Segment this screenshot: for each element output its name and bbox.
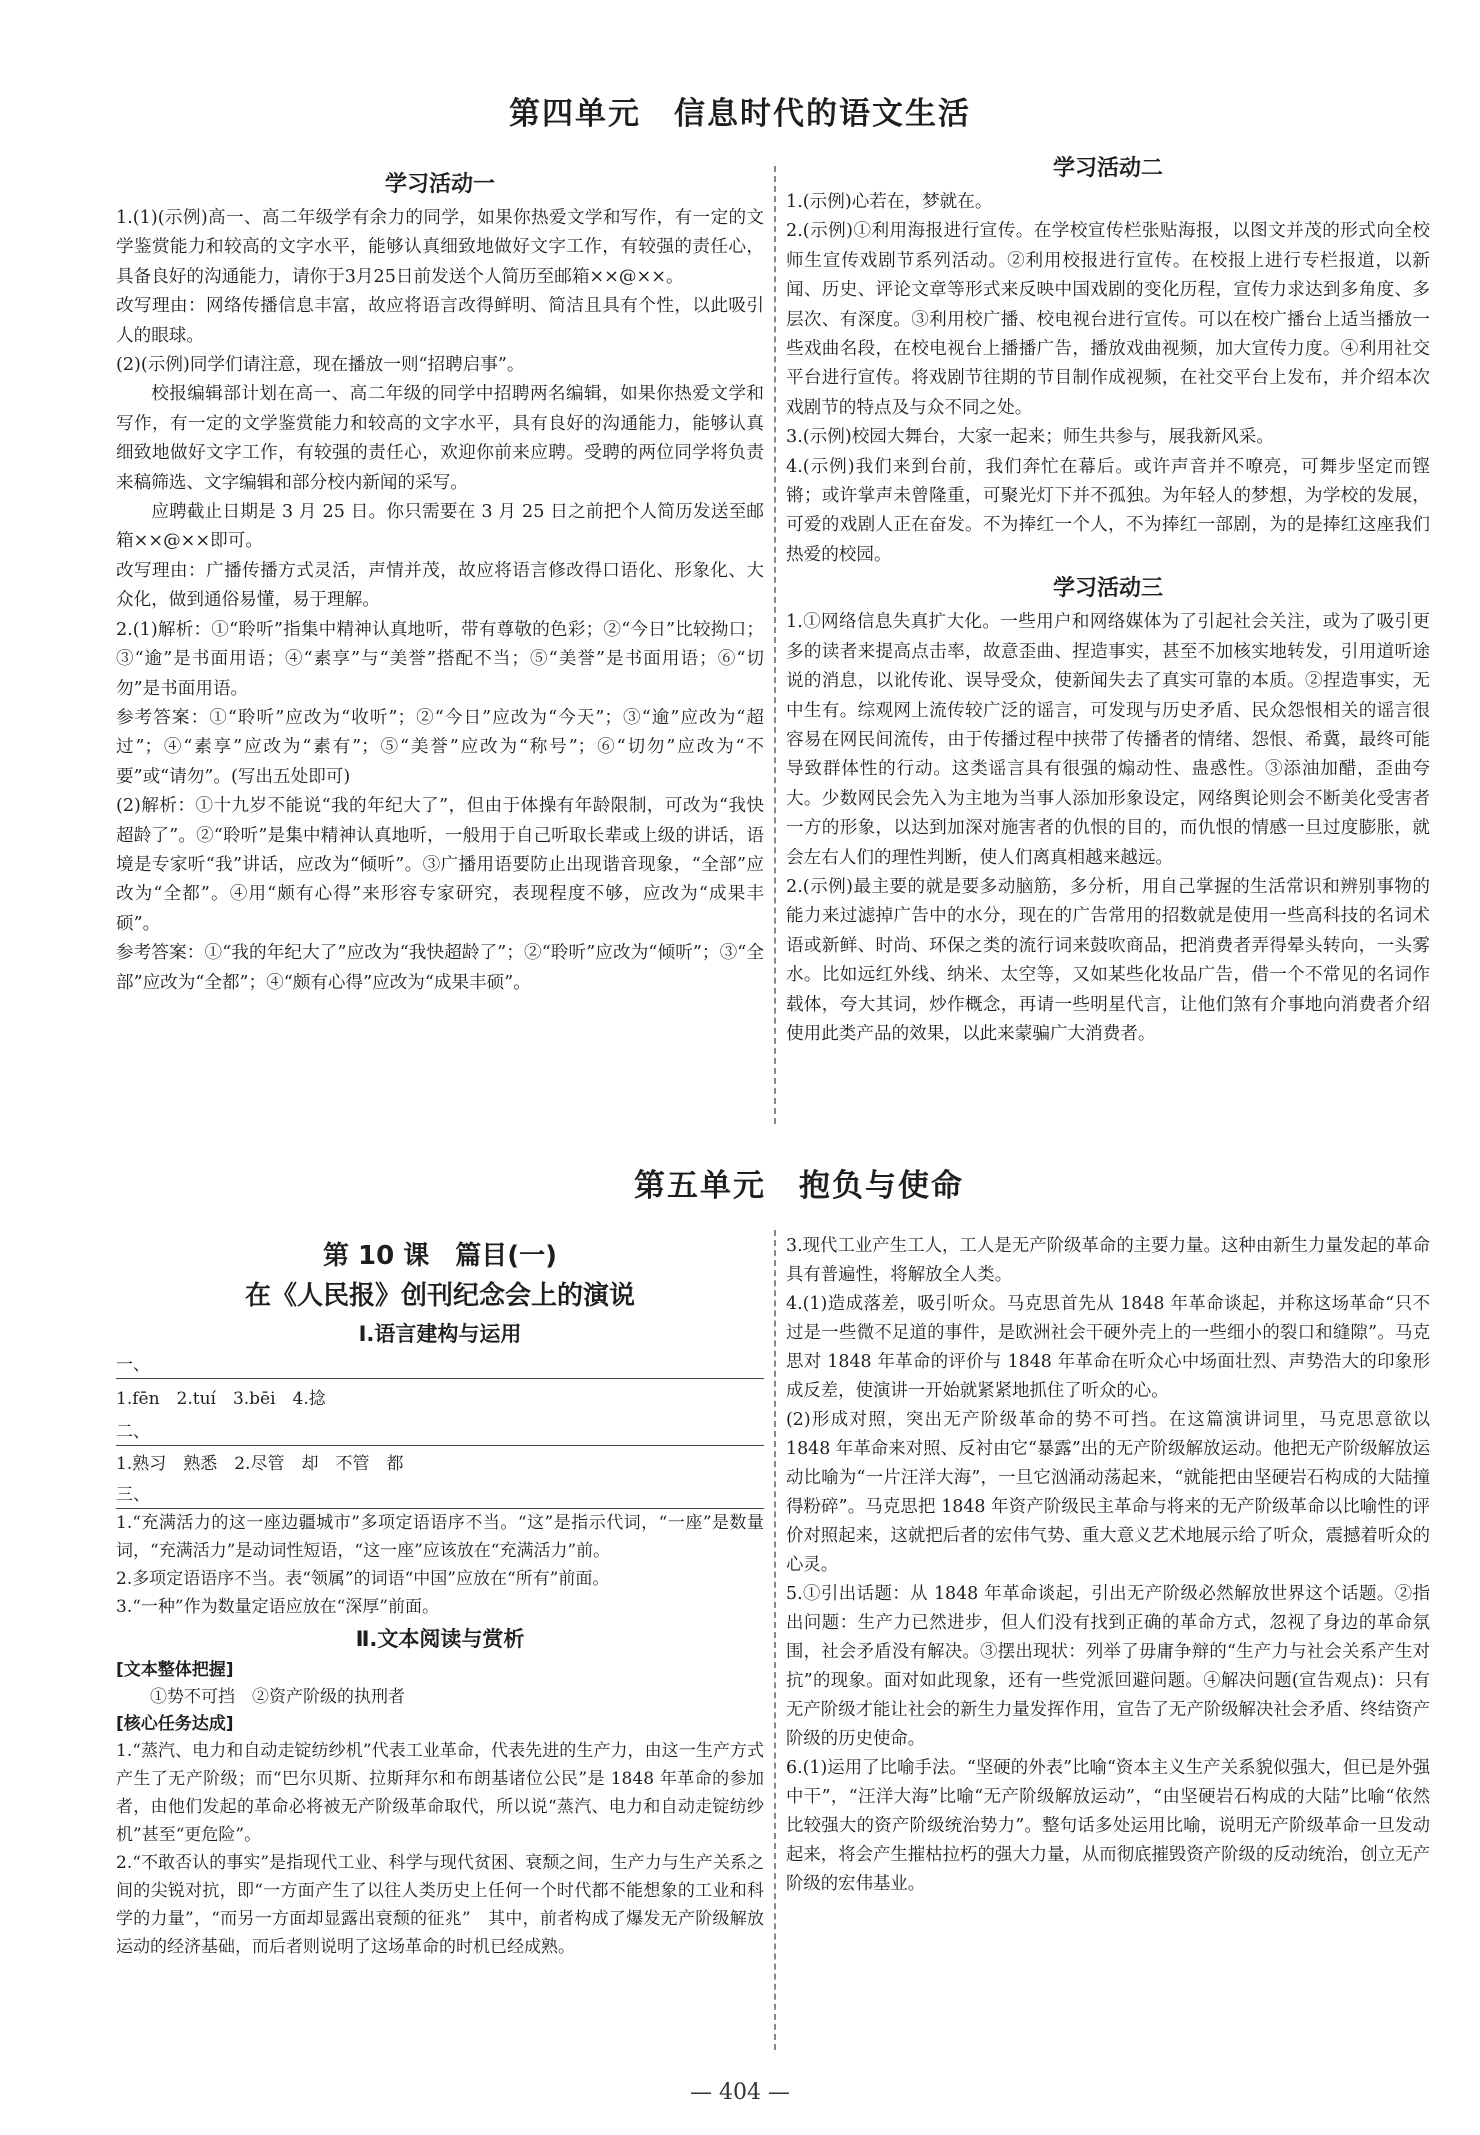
activity1-title: 学习活动一: [384, 172, 495, 197]
paragraph: 1.“蒸汽、电力和自动走锭纺纱机”代表工业革命，代表先进的生产力，由这一生产方式产生了无产阶级；而“巴尔贝斯、拉斯拜尔和布朗基诸位公民”是 1848 年革命的参加者，由他们发起的革命必将被无产阶级革命取代，所以说“蒸汽、电力和自动走锭纺纱机”甚至“更危险”。: [116, 1741, 764, 1845]
answer-line: 1.fēn 2.tuí 3.bēi 4.捻: [116, 1389, 326, 1409]
unit4-title: 第四单元 信息时代的语文生活: [509, 96, 971, 132]
paragraph: 参考答案：①“我的年纪大了”应改为“我快超龄了”；②“聆听”应改为“倾听”；③“全部”应改为“全都”；④“颇有心得”应改为“成果丰硕”。: [116, 943, 764, 993]
tag-core-task: [核心任务达成]: [116, 1714, 234, 1734]
unit5-left-column: [116, 1236, 764, 1961]
paragraph: 3.现代工业产生工人，工人是无产阶级革命的主要力量。这种由新生力量发起的革命具有普遍性，将解放全人类。: [786, 1236, 1430, 1285]
answer-line: ①势不可挡 ②资产阶级的执刑者: [150, 1687, 405, 1707]
paragraph: 校报编辑部计划在高一、高二年级的同学中招聘两名编辑，如果你热爱文学和写作，有一定的文学鉴赏能力和较高的文字水平，具有良好的沟通能力，能够认真细致地做好文字工作，有较强的责任心，欢迎你前来应聘。受聘的两位同学将负责来稿筛选、文字编辑和部分校内新闻的采写。: [116, 384, 764, 493]
paragraph: 2.“不敢否认的事实”是指现代工业、科学与现代贫困、衰颓之间，生产力与生产关系之间的尖锐对抗，即“一方面产生了以往人类历史上任何一个时代都不能想象的工业和科学的力量”，“而另一方面却显露出衰颓的征兆” 其中，前者构成了爆发无产阶级解放运动的经济基础，而后者则说明了这场革命的时机已经成熟。: [116, 1853, 764, 1957]
paragraph: 3.(示例)校园大舞台，大家一起来；师生共参与，展我新风采。: [786, 427, 1274, 448]
paragraph: (2)解析：①十九岁不能说“我的年纪大了”，但由于体操有年龄限制，可改为“我快超龄了”。②“聆听”是集中精神认真地听，一般用于自己听取长辈或上级的讲话，语境是专家听“我”讲话，应改为“倾听”。③广播用语要防止出现谐音现象，“全部”应改为“全都”。④用“颇有心得”来形容专家研究，表现程度不够，应改为“成果丰硕”。: [116, 796, 764, 934]
column-divider-top: [774, 166, 776, 1124]
paragraph: 改写理由：网络传播信息丰富，故应将语言改得鲜明、简洁且具有个性，以此吸引人的眼球。: [116, 296, 764, 346]
paragraph: 4.(示例)我们来到台前，我们奔忙在幕后。或许声音并不嘹亮，可舞步坚定而铿锵；或许掌声未曾隆重，可聚光灯下并不孤独。为年轻人的梦想，为学校的发展，可爱的戏剧人正在奋发。不为捧红一个人，不为捧红一部剧，为的是捧红这座我们热爱的校园。: [786, 456, 1430, 565]
paragraph: 3.“一种”作为数量定语应放在“深厚”前面。: [116, 1597, 439, 1617]
paragraph: 2.(示例)①利用海报进行宣传。在学校宣传栏张贴海报，以图文并茂的形式向全校师生宣传戏剧节系列活动。②利用校报进行宣传。在校报上进行专栏报道，以新闻、历史、评论文章等形式来反映中国戏剧的变化历程，宣传力求达到多角度、多层次、有深度。③利用校广播、校电视台进行宣传。可以在校广播台上适当播放一些戏曲名段，在校电视台上播播广告，播放戏曲视频，加大宣传力度。④利用社交平台进行宣传。将戏剧节往期的节目制作成视频，在社交平台上发布，并介绍本次戏剧节的特点及与众不同之处。: [786, 221, 1430, 418]
lesson-subtitle: 在《人民报》创刊纪念会上的演说: [244, 1281, 635, 1311]
paragraph: 1.(示例)心若在，梦就在。: [786, 192, 993, 212]
page-number: — 404 —: [690, 2080, 790, 2105]
answer-line: 1.熟习 熟悉 2.尽管 却 不管 都: [116, 1454, 404, 1474]
paragraph: 2.多项定语语序不当。表“领属”的词语“中国”应放在“所有”前面。: [116, 1569, 610, 1589]
paragraph: 6.(1)运用了比喻手法。“坚硬的外表”比喻“资本主义生产关系貌似强大，但已是外强中干”，“汪洋大海”比喻“无产阶级解放运动”，“由坚硬岩石构成的大陆”比喻“依然比较强大的资产阶级统治势力”。整句话多处运用比喻，说明无产阶级革命一旦发动起来，将会产生摧枯拉朽的强大力量，从而彻底摧毁资产阶级的反动统治，创立无产阶级的宏伟基业。: [786, 1758, 1430, 1894]
paragraph: 应聘截止日期是 3 月 25 日。你只需要在 3 月 25 日之前把个人简历发送至邮箱××@××即可。: [116, 502, 764, 552]
unit4-left-column: [116, 166, 764, 998]
paragraph: (2)(示例)同学们请注意，现在播放一则“招聘启事”。: [116, 355, 525, 376]
paragraph: 改写理由：广播传播方式灵活，声情并茂，故应将语言修改得口语化、形象化、大众化，做到通俗易懂，易于理解。: [116, 560, 764, 611]
section-title-language: Ⅰ.语言建构与运用: [358, 1322, 522, 1346]
paragraph: 1.(1)(示例)高一、高二年级学有余力的同学，如果你热爱文学和写作，有一定的文学鉴赏能力和较高的文字水平，能够认真细致地做好文字工作，有较强的责任心，具备良好的沟通能力，请你于3月25日前发送个人简历至邮箱××@××。: [116, 208, 764, 287]
paragraph: 1.①网络信息失真扩大化。一些用户和网络媒体为了引起社会关注，或为了吸引更多的读者来提高点击率，故意歪曲、捏造事实，甚至不加核实地转发，引用道听途说的消息，以讹传讹、误导受众，使新闻失去了真实可靠的本质。②捏造事实，无中生有。综观网上流传较广泛的谣言，可发现与历史矛盾、民众怨恨相关的谣言很容易在网民间流传，由于传播过程中挟带了传播者的情绪、怨恨、希冀，最终可能导致群体性的行动。这类谣言具有很强的煽动性、蛊惑性。③添油加醋，歪曲夸大。少数网民会先入为主地为当事人添加形象设定，网络舆论则会不断美化受害者一方的形象，以达到加深对施害者的仇恨的目的，而仇恨的情感一旦过度膨胀，就会左右人们的理性判断，使人们离真相越来越远。: [786, 612, 1430, 868]
paragraph: 参考答案：①“聆听”应改为“收听”；②“今日”应改为“今天”；③“逾”应改为“超过”；④“素享”应改为“素有”；⑤“美誉”应改为“称号”；⑥“切勿”应改为“不要”或“请勿”。(写出五处即可): [116, 707, 764, 787]
activity3-title: 学习活动三: [1052, 576, 1163, 602]
section-title-reading: Ⅱ.文本阅读与赏析: [355, 1627, 525, 1651]
question-label-3: 三、: [116, 1482, 764, 1509]
paragraph: 1.“充满活力的这一座边疆城市”多项定语语序不当。“这”是指示代词，“一座”是数量词，“充满活力”是动词性短语，“这一座”应该放在“充满活力”前。: [116, 1513, 764, 1561]
paragraph: (2)形成对照，突出无产阶级革命的势不可挡。在这篇演讲词里，马克思意欲以 1848 年革命来对照、反衬由它“暴露”出的无产阶级解放运动。他把无产阶级解放运动比喻为“一片汪洋大海”，一旦它汹涌动荡起来，“就能把由坚硬岩石构成的大陆撞得粉碎”。马克思把 1848 年资产阶级民主革命与将来的无产阶级革命以比喻性的评价对照起来，这就把后者的宏伟气势、重大意义艺术地展示给了听众，震撼着听众的心灵。: [786, 1410, 1430, 1575]
activity2-title: 学习活动二: [1052, 156, 1163, 181]
paragraph: 2.(1)解析：①“聆听”指集中精神认真地听，带有尊敬的色彩；②“今日”比较拗口；③“逾”是书面用语；④“素享”与“美誉”搭配不当；⑤“美誉”是书面用语；⑥“切勿”是书面用语。: [116, 619, 764, 699]
tag-overall-grasp: [文本整体把握]: [116, 1660, 234, 1680]
unit5-right-column: [786, 1232, 1430, 1899]
lesson-title: 第 10 课 篇目(一): [322, 1241, 558, 1271]
unit4-right-column: [786, 150, 1430, 1049]
question-label-2: 二、: [116, 1419, 764, 1446]
paragraph: 4.(1)造成落差，吸引听众。马克思首先从 1848 年革命谈起，并称这场革命“只不过是一些微不足道的事件，是欧洲社会干硬外壳上的一些细小的裂口和缝隙”。马克思对 1848 年革命的评价与 1848 年革命在听众心中场面壮烈、声势浩大的印象形成反差，使演讲一开始就紧紧地抓住了听众的心。: [786, 1294, 1430, 1401]
unit5-title: 第五单元 抱负与使命: [634, 1168, 964, 1204]
paragraph: 5.①引出话题：从 1848 年革命谈起，引出无产阶级必然解放世界这个话题。②指出问题：生产力已然进步，但人们没有找到正确的革命方式，忽视了身边的革命氛围，社会矛盾没有解决。③摆出现状：列举了毋庸争辩的“生产力与社会关系产生对抗”的现象。面对如此现象，还有一些党派回避问题。④解决问题(宣告观点)：只有无产阶级才能让社会的新生力量发挥作用，宣告了无产阶级解决社会矛盾、终结资产阶级的历史使命。: [786, 1584, 1430, 1749]
paragraph: 2.(示例)最主要的就是要多动脑筋，多分析，用自己掌握的生活常识和辨别事物的能力来过滤掉广告中的水分，现在的广告常用的招数就是使用一些高科技的名词术语或新鲜、时尚、环保之类的流行词来鼓吹商品，把消费者弄得晕头转向，一头雾水。比如远红外线、纳米、太空等，又如某些化妆品广告，借一个不常见的名词作载体，夸大其词，炒作概念，再请一些明星代言，让他们煞有介事地向消费者介绍使用此类产品的效果，以此来蒙骗广大消费者。: [786, 876, 1430, 1044]
question-label-1: 一、: [116, 1352, 764, 1379]
column-divider-bottom: [774, 1230, 776, 2050]
